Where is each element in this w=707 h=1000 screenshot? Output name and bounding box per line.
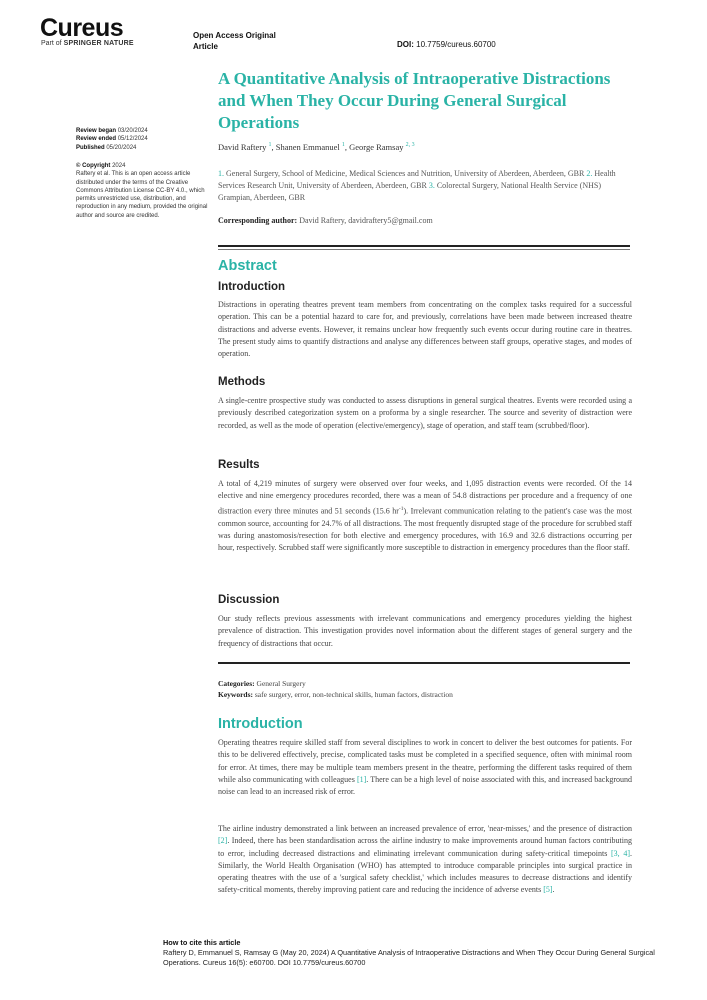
article-type-line1: Open Access Original xyxy=(193,31,276,40)
abstract-results-text: A total of 4,219 minutes of surgery were observed over four weeks, and 1,095 distraction events were recorded. Of the 14 elective and nine emergency procedures recorded, there was a mean of 54.8 distractions per procedure and a frequency of one distraction every three minutes and 51 seconds (15.6 $hr^{-1}$). Irrelevant communication relating to the patient's case was the most common source, accounting for 24.7% of all distractions. The most frequently disrupted stage of the procedure for scrubbed staff was during anastomosis/resection for both elective and emergency procedures, with 16.9 and 32.6 distractions occurring per hour, respectively. Scrubbed staff were significantly more susceptible to distraction in emergency procedures than the floor staff. xyxy=(218,479,633,553)
review-ended: Review ended 05/12/2024 xyxy=(76,136,148,143)
abstract-discussion-heading: Discussion xyxy=(218,594,280,606)
categories-value[interactable]: General Surgery xyxy=(256,679,306,688)
corresponding-value[interactable]: David Raftery, davidraftery5@gmail.com xyxy=(299,216,433,225)
part-of-text: Part of xyxy=(41,40,62,47)
affiliation-text: Health Services Research Unit, University of Aberdeen, Aberdeen, GBR xyxy=(218,169,616,190)
review-dates xyxy=(76,127,212,152)
author-affiliation-ref[interactable]: 1 xyxy=(268,142,272,149)
introduction-paragraph-2: The airline industry demonstrated a link between an increased prevalence of error, 'near-misses,' and the presence of distraction [2]. Indeed, there has been standardisation across the airline industry to make improvements around human factors contributing to error, including decreased distractions and eliminating irrelevant communication during safety-critical timepoints [3, 4]. Similarly, the World Health Organisation (WHO) has attempted to introduce comparable principles into surgical practice in operating theatres with the use of a 'surgical safety checklist,' which includes measures to decrease distractions and identify safety-critical moments, thereby improving patient care and reducing the incidence of adverse events [5]. xyxy=(218,824,633,895)
copyright-line: © Copyright 2024 xyxy=(76,163,126,169)
affiliation-number: 1. xyxy=(218,169,224,178)
introduction-heading: Introduction xyxy=(218,716,303,732)
doi-label: DOI: xyxy=(397,40,414,49)
results-superscript: -1 xyxy=(398,505,404,512)
affiliations xyxy=(218,168,633,204)
corresponding-label: Corresponding author: xyxy=(218,216,298,225)
citation-link[interactable]: [2] xyxy=(218,836,228,846)
author-affiliation-ref[interactable]: 1 xyxy=(341,142,345,149)
license-text: Raftery et al. This is an open access article distributed under the terms of the Creative Commons Attribution License CC-BY 4.0., which permits unrestricted use, distribution, and reproduction in any medium, provided the original author and source are credited. xyxy=(76,171,208,219)
article-type-line2: Article xyxy=(193,42,218,51)
divider xyxy=(218,662,630,664)
doi-value[interactable]: 10.7759/cureus.60700 xyxy=(416,40,496,49)
publisher-tagline xyxy=(41,40,134,47)
citation-link[interactable]: [1] xyxy=(356,774,367,784)
categories xyxy=(218,679,632,690)
author-name[interactable]: David Raftery xyxy=(218,142,267,152)
article-title: A Quantitative Analysis of Intraoperative Distractions and When They Occur During General Surgical Operations xyxy=(218,69,611,132)
categories-label: Categories: xyxy=(218,679,255,688)
author-name[interactable]: Shanen Emmanuel xyxy=(275,142,340,152)
author-affiliation-ref[interactable]: 2, 3 xyxy=(405,142,415,149)
keywords-value: safe surgery, error, non-technical skills, human factors, distraction xyxy=(254,690,453,699)
published-date: Published 05/20/2024 xyxy=(76,144,137,151)
affiliation-number: 3. xyxy=(428,181,435,190)
abstract-methods-heading: Methods xyxy=(218,376,266,388)
publisher-name: SPRINGER NATURE xyxy=(63,40,134,47)
review-began: Review began 03/20/2024 xyxy=(76,128,148,134)
divider xyxy=(218,245,630,247)
author-name[interactable]: George Ramsay xyxy=(349,142,404,152)
author-list: David Raftery $^1$, Shanen Emmanuel $^1$, George Ramsay $^{2, 3}$ xyxy=(218,142,415,152)
abstract-discussion-text: Our study reflects previous assessments with irrelevant communications and emergency procedures yielding the highest prevalence of distraction. This investigation provides novel information about the different stages of general surgery and the frequency of distractions that occur. xyxy=(218,614,632,648)
citation-link[interactable]: [3, 4] xyxy=(611,848,631,858)
article-type xyxy=(193,30,303,52)
cureus-logo: Cureus xyxy=(40,14,124,42)
abstract-methods-text: A single-centre prospective study was conducted to assess disruptions in general surgical theatres. Events were recorded using a previously described categorization system on a proforma by a single researcher. The source and severity of distraction were recorded, as well as the mode of operation (elective/emergency), stage of operation, and staff team (scrubbed/floor). xyxy=(218,396,632,430)
keywords xyxy=(218,690,632,701)
how-to-cite-text: Raftery D, Emmanuel S, Ramsay G (May 20, 2024) A Quantitative Analysis of Intraoperative Distractions and When They Occur During General Surgical Operations. Cureus 16(5): e60700. DOI 10.7759/cureus.60700 xyxy=(163,948,655,967)
abstract-results-heading: Results xyxy=(218,459,260,471)
keywords-label: Keywords: xyxy=(218,690,253,699)
affiliation-number: 2. xyxy=(586,169,593,178)
abstract-introduction-text: Distractions in operating theatres prevent team members from concentrating on the complex tasks required for a successful operation. This can be a potential hazard to care for, and previously, correlations have been made between increased theatre distractions and adverse events. However, it remains unclear how frequently such events occur during routine care in theatres. The present study aims to quantify distractions and analyse any differences between staff groups, operative stages, and modes of operation. xyxy=(218,300,632,359)
corresponding-author xyxy=(218,216,633,225)
affiliation-text: General Surgery, School of Medicine, Medical Sciences and Nutrition, University of Aberdeen, Aberdeen, GBR xyxy=(226,169,585,178)
abstract-heading: Abstract xyxy=(218,258,277,274)
how-to-cite-heading: How to cite this article xyxy=(163,938,241,947)
affiliation-text: Colorectal Surgery, National Health Service (NHS) Grampian, Aberdeen, GBR xyxy=(218,181,602,202)
how-to-cite xyxy=(163,938,683,968)
citation-link[interactable]: [5] xyxy=(543,885,553,895)
abstract-introduction-heading: Introduction xyxy=(218,281,286,293)
doi xyxy=(397,40,496,49)
divider xyxy=(218,249,630,250)
introduction-paragraph-1: Operating theatres require skilled staff from several disciplines to work in concert to deliver the best outcomes for patients. For this to be delivered effectively, precise, complicated tasks must be completed in a specified sequence, often with minimal room for error. At times, there may be multiple team members present in the theatre, performing the different tasks required of them while also communicating with colleagues [1]. There can be a high level of noise associated with this, and increased background noise can lead to an increased risk of error. xyxy=(218,738,632,797)
copyright-block xyxy=(76,162,212,220)
